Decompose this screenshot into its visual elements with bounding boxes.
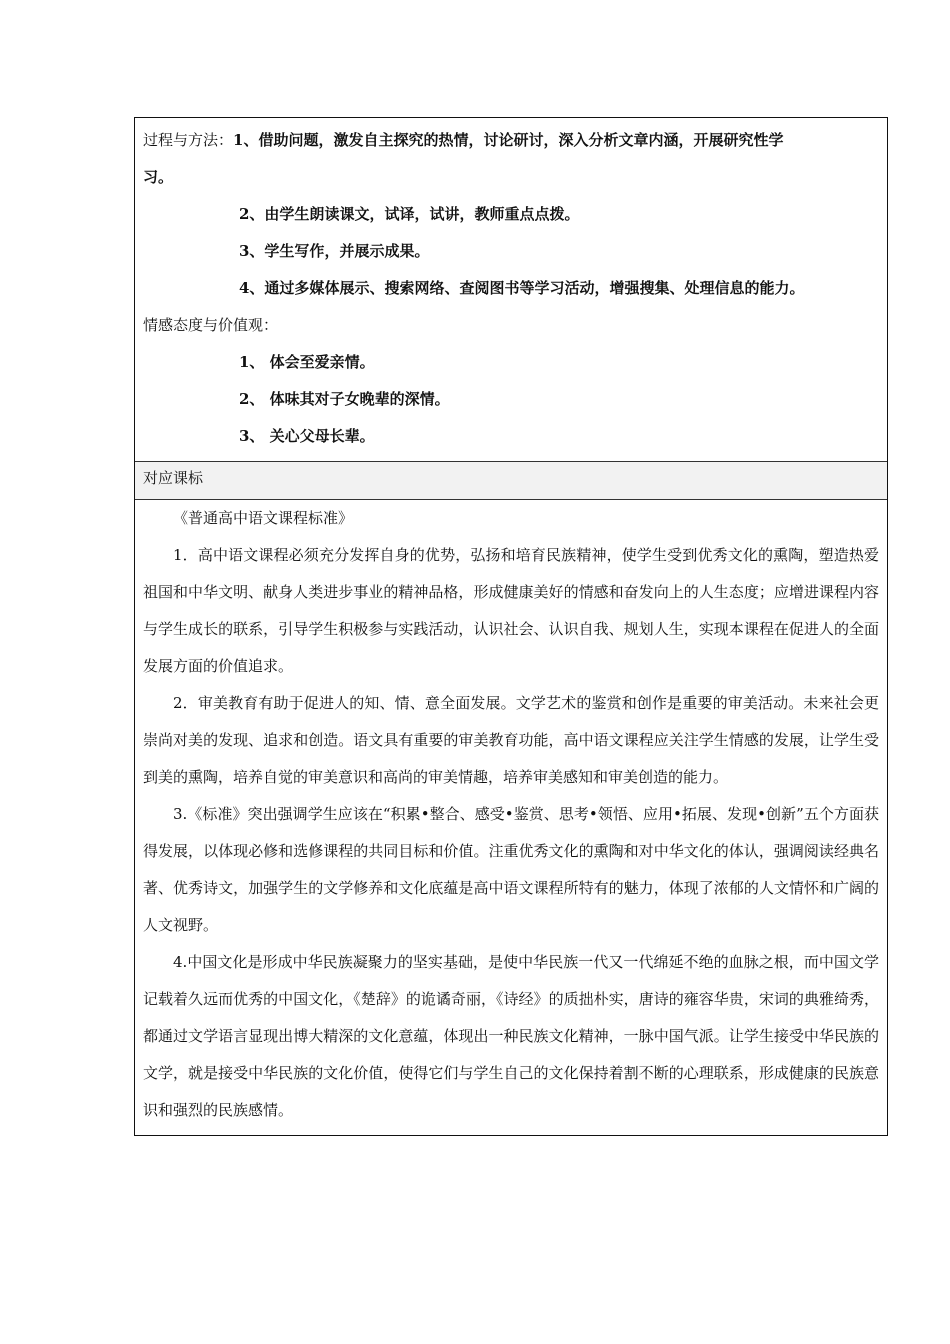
emotion-label: 情感态度与价值观：	[143, 316, 279, 334]
emotion-item-1: 1、 体会至爱亲情。	[239, 353, 375, 371]
standard-paragraph-1: 1．高中语文课程必须充分发挥自身的优势，弘扬和培育民族精神，使学生受到优秀文化的熏陶，塑造热爱祖国和中华文明、献身人类进步事业的精神品格，形成健康美好的情感和奋发向上的人生态度；应增进课程内容与学生成长的联系，引导学生积极参与实践活动，认识社会、认识自我、规划人生，实现本课程在促进人的全面发展方面的价值追求。	[143, 546, 879, 675]
lesson-plan-table	[134, 117, 888, 1136]
process-item-2: 2、由学生朗读课文，试译，试讲，教师重点点拨。	[239, 205, 580, 223]
standard-paragraph-2: 2．审美教育有助于促进人的知、情、意全面发展。文学艺术的鉴赏和创作是重要的审美活动。未来社会更崇尚对美的发现、追求和创造。语文具有重要的审美教育功能，高中语文课程应关注学生情感的发展，让学生受到美的熏陶，培养自觉的审美意识和高尚的审美情趣，培养审美感知和审美创造的能力。	[143, 694, 879, 786]
standard-title: 《普通高中语文课程标准》	[173, 509, 354, 527]
emotion-item-2: 2、 体味其对子女晚辈的深情。	[239, 390, 450, 408]
standard-header-row	[135, 462, 887, 500]
standard-header: 对应课标	[143, 469, 204, 487]
standard-paragraph-4: 4.中国文化是形成中华民族凝聚力的坚实基础，是使中华民族一代又一代绵延不绝的血脉之根，而中国文学记载着久远而优秀的中国文化，《楚辞》的诡谲奇丽，《诗经》的质拙朴实，唐诗的雍容华贵，宋词的典雅绮秀，都通过文学语言显现出博大精深的文化意蕴，体现出一种民族文化精神，一脉中国气派。让学生接受中华民族的文学，就是接受中华民族的文化价值，使得它们与学生自己的文化保持着割不断的心理联系，形成健康的民族意识和强烈的民族感情。	[143, 953, 879, 1119]
process-label: 过程与方法：	[143, 131, 234, 149]
objectives-cell	[135, 118, 887, 461]
objectives-row	[135, 118, 887, 462]
process-item-1-cont: 习。	[143, 168, 174, 186]
process-item-3: 3、学生写作，并展示成果。	[239, 242, 430, 260]
emotion-item-3: 3、 关心父母长辈。	[239, 427, 375, 445]
process-line-1	[143, 122, 879, 159]
process-item-1: 1、借助问题，激发自主探究的热情，讨论研讨，深入分析文章内涵，开展研究性学	[233, 131, 784, 149]
process-item-4: 4、通过多媒体展示、搜索网络、查阅图书等学习活动，增强搜集、处理信息的能力。	[239, 279, 805, 297]
standard-paragraph-3: 3.《标准》突出强调学生应该在“积累•整合、感受•鉴赏、思考•领悟、应用•拓展、发现•创新”五个方面获得发展，以体现必修和选修课程的共同目标和价值。注重优秀文化的熏陶和对中华文化的体认，强调阅读经典名著、优秀诗文，加强学生的文学修养和文化底蕴是高中语文课程所特有的魅力，体现了浓郁的人文情怀和广阔的人文视野。	[143, 805, 879, 934]
standard-cell	[135, 500, 887, 1135]
standard-row	[135, 500, 887, 1135]
